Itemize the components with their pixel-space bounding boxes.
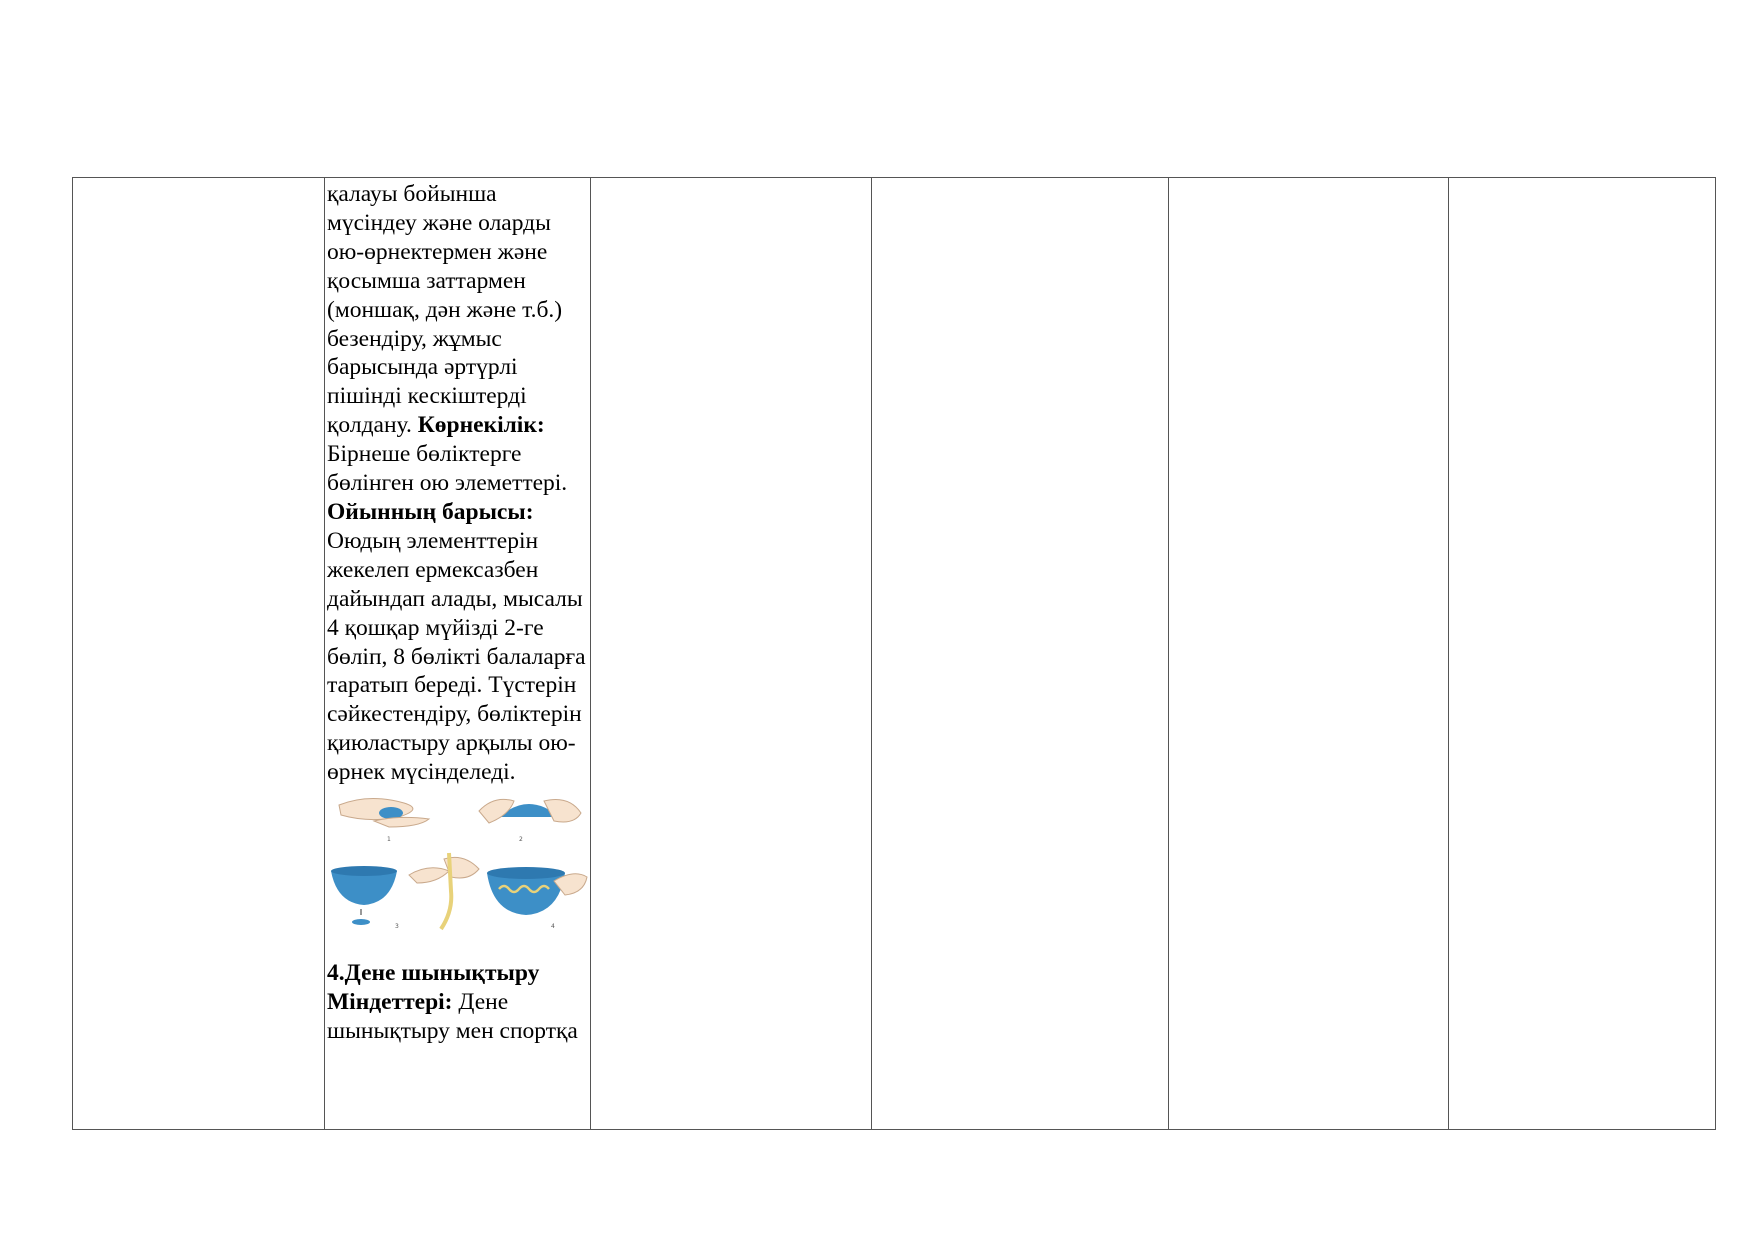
game-process-text: Оюдың элементтерін жекелеп ермексазбен дайындап алады, мысалы 4 қошқар мүйізді 2-ге бөліп, 8 бөлікті балаларға таратып береді. Түстерін сәйкестендіру, бөліктерін қиюластыру арқылы ою-өрнек мүсінделеді. — [327, 527, 586, 786]
section-4-title: 4.Дене шынықтыру — [327, 960, 540, 987]
tasks-text: Дене шынықтыру мен спортқа — [327, 988, 578, 1044]
table-cell-6 — [1449, 178, 1716, 1130]
step-number-2: 2 — [519, 836, 523, 844]
visual-aids-label: Көрнекілік: — [417, 412, 545, 439]
schedule-table — [72, 177, 1716, 1130]
table-cell-2 — [325, 178, 591, 1130]
clay-bowl-steps-illustration — [329, 791, 589, 933]
table-cell-1 — [73, 178, 325, 1130]
table-row — [73, 178, 1716, 1130]
paragraph-game-process — [327, 498, 589, 787]
paragraph-modeling — [327, 180, 589, 498]
table-cell-3 — [591, 178, 872, 1130]
table-cell-5 — [1169, 178, 1449, 1130]
step-number-3: 3 — [395, 923, 399, 931]
tasks-label: Міндеттері: — [327, 988, 453, 1015]
step-number-4: 4 — [551, 923, 555, 931]
activity-description — [325, 178, 590, 1046]
visual-aids-text: Бірнеше бөліктерге бөлінген ою элеметтері. — [327, 441, 568, 497]
game-process-label: Ойынның барысы: — [327, 498, 534, 525]
spacer — [327, 933, 589, 959]
modeling-text: қалауы бойынша мүсіндеу және оларды ою-өрнектермен және қосымша заттармен (моншақ, дән және т.б.) безендіру, жұмыс барысында әртүрлі пішінді кескіштерді қолдану. — [327, 181, 563, 439]
step-number-1: 1 — [387, 836, 391, 844]
table-cell-4 — [872, 178, 1169, 1130]
paragraph-tasks — [327, 988, 589, 1046]
